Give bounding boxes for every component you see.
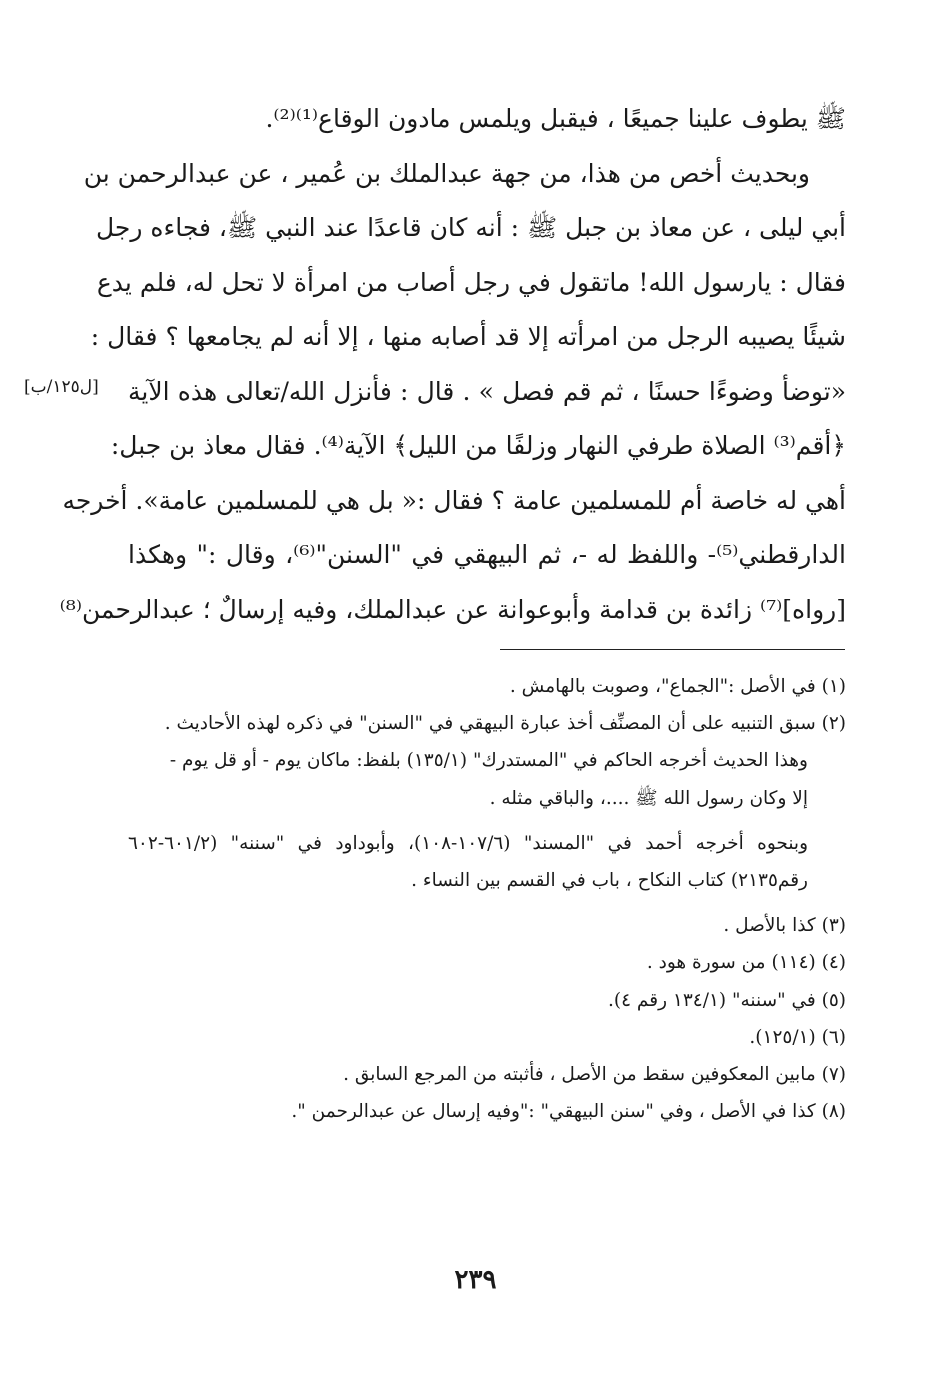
main-text-line: أهي له خاصة أم للمسلمين عامة ؟ فقال :« بل هي للمسلمين عامة». أخرجه <box>62 485 846 515</box>
main-text-line: «توضأ وضوءًا حسنًا ، ثم قم فصل » . قال : فأنزل الله/تعالى هذه الآية <box>128 376 846 406</box>
footnote: (٤) (١١٤) من سورة هود . <box>646 952 846 974</box>
footnote: (٣) كذا بالأصل . <box>723 915 846 937</box>
main-text-line: شيئًا يصيبه الرجل من امرأته إلا قد أصابه منها ، إلا أنه لم يجامعها ؟ فقال : <box>90 322 846 351</box>
footnote-separator <box>500 649 845 650</box>
main-text-line: وبحديث أخص من هذا، من جهة عبدالملك بن عُمير ، عن عبدالرحمن بن <box>83 158 810 188</box>
footnote-continuation: رقم٢١٣٥) كتاب النكاح ، باب في القسم بين النساء . <box>411 869 808 891</box>
main-text-line: [رواه]⁽⁷⁾ زائدة بن قدامة وأبوعوانة عن عبدالملك، وفيه إرسالٌ ؛ عبدالرحمن⁽⁸⁾ <box>59 594 846 624</box>
main-text-line: أبي ليلى ، عن معاذ بن جبل ﷺ : أنه كان قاعدًا عند النبي ﷺ، فجاءه رجل <box>95 213 846 242</box>
manuscript-folio-marker: [ل١٢٥/ب] <box>24 377 99 397</box>
footnote-continuation: إلا وكان رسول الله ﷺ ....، والباقي مثله . <box>489 787 808 809</box>
footnote: (٢) سبق التنبيه على أن المصنِّف أخذ عبارة البيهقي في "السنن" في ذكره لهذه الأحاديث . <box>164 713 846 735</box>
footnotes <box>128 668 846 1130</box>
footnote-continuation: وهذا الحديث أخرجه الحاكم في "المستدرك" (١٣٥/١) بلفظ: ماكان يوم - أو قل يوم - <box>169 750 808 772</box>
footnote: (٦) (١٢٥/١). <box>749 1026 846 1048</box>
main-text-line: ﴿أقم⁽³⁾ الصلاة طرفي النهار وزلفًا من الليل﴾ الآية⁽⁴⁾. فقال معاذ بن جبل: <box>110 431 846 460</box>
page-number: ٢٣٩ <box>454 1265 497 1295</box>
main-text-line: فقال : يارسول الله! ماتقول في رجل أصاب من امرأة لا تحل له، فلم يدع <box>96 267 846 297</box>
footnote: (٨) كذا في الأصل ، وفي "سنن البيهقي" :"وفيه إرسال عن عبدالرحمن ". <box>291 1101 846 1123</box>
footnote: (٥) في "سننه" (١٣٤/١ رقم ٤). <box>608 989 846 1011</box>
main-text-line: الدارقطني⁽⁵⁾- واللفظ له -، ثم البيهقي في "السنن"⁽⁶⁾، وقال :" وهكذا <box>128 540 846 569</box>
main-text-line: ﷺ يطوف علينا جميعًا ، فيقبل ويلمس مادون الوقاع⁽¹⁾⁽²⁾. <box>265 104 846 133</box>
footnote: (٧) مابين المعكوفين سقط من الأصل ، فأثبته من المرجع السابق . <box>343 1063 846 1085</box>
footnote-continuation: وبنحوه أخرجه أحمد في "المسند" (١٠٧/٦-١٠٨)، وأبوداود في "سننه" (٦٠١/٢-٦٠٢ <box>128 832 808 854</box>
footnote: (١) في الأصل :"الجماع"، وصوبت بالهامش . <box>509 676 846 697</box>
